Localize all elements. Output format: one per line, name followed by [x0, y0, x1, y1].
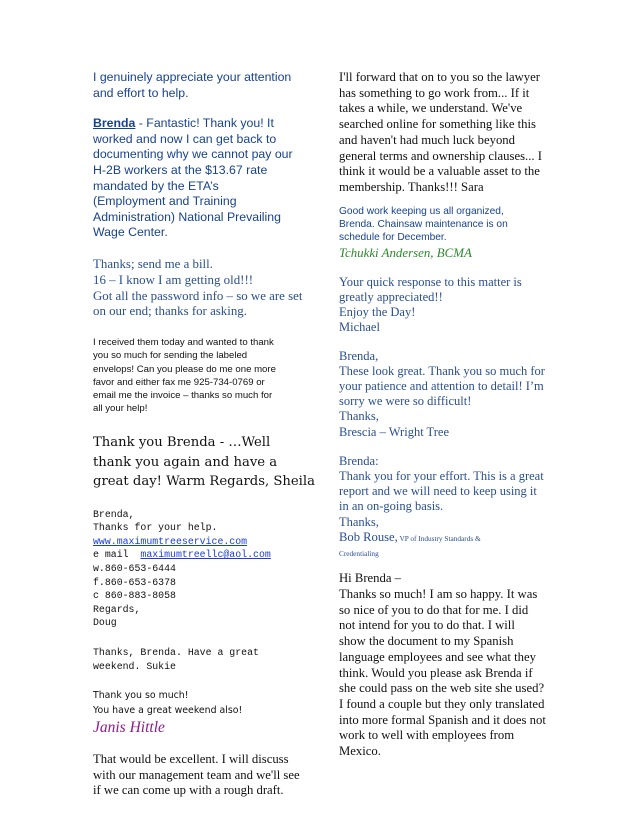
testimonial-rough-draft — [93, 752, 303, 799]
testimonial-janis — [93, 689, 303, 738]
text-line: sorry we were so difficult! — [339, 394, 472, 409]
text-line: with our management team and we'll see — [93, 767, 300, 782]
text-line: Thanks so much! I am so happy. It was — [339, 587, 538, 601]
text-line: Thanks; send me a bill. — [93, 256, 213, 271]
text-line: Thanks, — [339, 409, 379, 424]
testimonial-brescia — [339, 349, 549, 440]
text-line: your patience and attention to detail! I’m — [339, 379, 544, 394]
text-line: think it would be a valuable asset to the — [339, 164, 540, 179]
testimonial-sheila — [93, 433, 315, 491]
right-column — [339, 70, 549, 760]
text-line: Hi Brenda – — [339, 571, 402, 586]
text-line: Regards, — [93, 603, 141, 615]
text-line: favor and either fax me 925-734-0769 or — [93, 376, 265, 388]
brenda-name: Brenda — [93, 116, 136, 131]
text-line: Wage Center. — [93, 225, 168, 240]
text-line: think. Would you please ask Brenda if — [339, 665, 533, 680]
text-line: I'll forward that on to you so the lawyer — [339, 70, 541, 84]
text-line: all your help! — [93, 403, 148, 415]
text-line: Brescia – Wright Tree — [339, 424, 450, 439]
testimonial-michael — [339, 275, 549, 336]
text-line: work to well with employees from — [339, 728, 515, 743]
text-line: (Employment and Training — [93, 194, 237, 209]
text-line: general terms and ownership clauses... I — [339, 148, 542, 163]
text-line: That would be excellent. I will discuss — [93, 751, 289, 766]
text-line: on our end; thanks for asking. — [93, 304, 247, 319]
text-line: Brenda, — [339, 348, 379, 363]
text-line: Thank you Brenda - …Well — [93, 435, 271, 451]
testimonial-bill — [93, 257, 303, 320]
text-line: Administration) National Prevailing — [93, 209, 281, 224]
text-line: she could pass on the web site she used? — [339, 681, 545, 696]
testimonial-doug: Brenda, Thanks for your help. www.maximumtreeservice.com e mail maximumtreellc@aol.com w.860-653-6444 f.860-653-6378 c 860-883-8058 Regards, Doug — [93, 508, 303, 630]
text-line: I genuinely appreciate your attention — [93, 70, 292, 84]
text-line: Thank you so much! — [93, 690, 189, 702]
text-line: membership. Thanks!!! Sara — [339, 179, 484, 194]
text-line: Thanks, Brenda. Have a great — [93, 646, 259, 658]
text-line: Got all the password info – so we are set — [93, 288, 303, 303]
text-line: I found a couple but they only translated — [339, 696, 545, 711]
text-line: worked and now I can get back to — [93, 131, 277, 146]
text-line: H-2B workers at the $13.67 rate — [93, 162, 268, 177]
text-line: language employees and see what they — [339, 649, 536, 664]
signature-janis: Janis Hittle — [93, 718, 165, 736]
text-line: f.860-653-6378 — [93, 576, 176, 588]
text-line: and haven't had much luck beyond — [339, 132, 515, 147]
text-line: so nice of you to do that for me. I did — [339, 602, 529, 617]
signature-tchukki: Tchukki Andersen, BCMA — [339, 245, 472, 260]
text-line: You have a great weekend also! — [93, 704, 243, 716]
text-line: takes a while, we understand. We've — [339, 101, 523, 116]
text-line: Thanks for your help. — [93, 522, 218, 534]
text-line: w.860-653-6444 — [93, 562, 176, 574]
signature-bob: Bob Rouse, — [339, 529, 398, 544]
text-line: Good work keeping us all organized, — [339, 205, 504, 217]
text-line: into more formal Spanish and it does not — [339, 712, 546, 727]
text-line: great day! Warm Regards, Sheila — [93, 474, 315, 490]
text-line: Your quick response to this matter is — [339, 274, 522, 289]
text-line: Brenda: — [339, 453, 379, 468]
testimonial-spanish — [339, 571, 549, 759]
text-line: Brenda, — [93, 508, 135, 520]
text-line: I received them today and wanted to thank — [93, 337, 274, 349]
text-line: mandated by the ETA’s — [93, 178, 219, 193]
testimonial-bob: Brenda: Thank you for your effort. This is a great report and we will need to keep using it in an on-going basis. Thanks, Bob Rouse, VP of Industry Standards & Credentialing — [339, 454, 549, 561]
testimonial-attention — [93, 70, 303, 101]
text-line: Brenda. Chainsaw maintenance is on — [339, 219, 508, 231]
text-line: These look great. Thank you so much for — [339, 363, 545, 378]
text-line: searched online for something like this — [339, 117, 536, 132]
text-line: weekend. Sukie — [93, 660, 176, 672]
testimonial-sara — [339, 70, 549, 196]
text-line: email me the invoice – thanks so much for — [93, 389, 273, 401]
text-line: Mexico. — [339, 744, 381, 759]
text-line: 16 – I know I am getting old!!! — [93, 272, 254, 287]
text-line: report and we will need to keep using it — [339, 484, 537, 499]
text-line: has something to go work from... If it — [339, 85, 530, 100]
text-line: envelops! Can you please do me one more — [93, 363, 276, 375]
text-line: Michael — [339, 320, 380, 335]
testimonial-h2b: Brenda - Fantastic! Thank you! It worked and now I can get back to documenting why we cannot pay our H-2B workers at the $13.67 rate mandated by the ETA’s (Employment and Training Administration) National Prevailing Wage Center. — [93, 116, 303, 241]
text-line: documenting why we cannot pay our — [93, 147, 293, 162]
text-line: you so much for sending the labeled — [93, 350, 248, 362]
text-line: greatly appreciated!! — [339, 290, 443, 305]
testimonial-envelopes — [93, 336, 303, 415]
text-line: Thank you for your effort. This is a great — [339, 469, 544, 484]
text-line: show the document to my Spanish — [339, 634, 514, 649]
text-line: thank you again and have a — [93, 454, 278, 470]
text-line: schedule for December. — [339, 232, 447, 244]
text-line: c 860-883-8058 — [93, 590, 176, 602]
email-link[interactable]: maximumtreellc@aol.com — [140, 549, 271, 561]
left-column — [93, 70, 315, 799]
website-link[interactable]: www.maximumtreeservice.com — [93, 535, 248, 547]
text-line: if we can come up with a rough draft. — [93, 783, 284, 798]
text-line: and effort to help. — [93, 85, 189, 100]
testimonial-sukie — [93, 646, 303, 673]
testimonial-tchukki — [339, 205, 549, 261]
text-line: Thanks, — [339, 514, 379, 529]
text-line: in an on-going basis. — [339, 499, 444, 514]
text-line: Doug — [93, 617, 117, 629]
text-line: Enjoy the Day! — [339, 305, 416, 320]
text-line: not intend for you to do that. I will — [339, 618, 515, 633]
